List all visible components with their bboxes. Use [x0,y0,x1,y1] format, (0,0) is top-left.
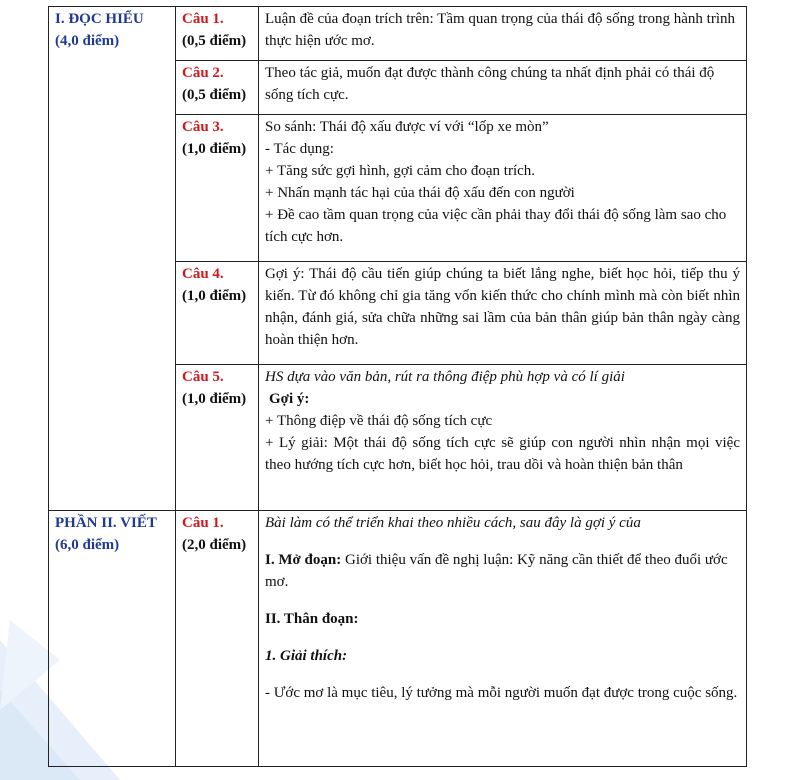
section-title: PHẦN II. VIẾT [55,515,157,531]
table-row [49,7,747,61]
question-cell [176,115,259,262]
question-label: Câu 4. [182,266,224,282]
question-points: (0,5 điểm) [182,33,247,49]
section-cell-writing [49,511,176,767]
essay-explain-text: - Ước mơ là mục tiêu, lý tưởng mà mỗi người muốn đạt được trong cuộc sống. [265,685,738,701]
answer-cell [259,61,747,115]
essay-intro: Bài làm có thể triển khai theo nhiều cách, sau đây là gợi ý của [265,515,641,531]
essay-opening-label: I. Mở đoạn: [265,552,342,568]
section-title: I. ĐỌC HIỂU [55,11,144,27]
answer-cell [259,7,747,61]
question-points: (1,0 điểm) [182,288,247,304]
question-cell [176,262,259,365]
answer-line: So sánh: Thái độ xấu được ví với “lốp xe mòn” [265,119,549,135]
answer-line: + Đề cao tầm quan trọng của việc cần phải thay đổi thái độ sống làm sao cho tích cực hơn. [265,207,727,245]
answer-line: + Lý giải: Một thái độ sống tích cực sẽ giúp con người nhìn nhận mọi việc theo hướng tích cực hơn, biết học hỏi, trau dồi và hoàn thiện bản thân [265,435,740,473]
answer-line: - Tác dụng: [265,141,334,157]
hint-label: Gợi ý: [269,391,310,407]
essay-opening-text: Giới thiệu vấn đề nghị luận: Kỹ năng cần thiết để theo đuổi ước mơ. [265,552,728,590]
question-label: Câu 2. [182,65,224,81]
question-label: Câu 1. [182,515,224,531]
table-row [49,511,747,767]
answer-cell [259,365,747,511]
answer-line: + Nhấn mạnh tác hại của thái độ xấu đến con người [265,185,575,201]
essay-opening [265,549,740,593]
answer-cell [259,511,747,767]
question-points: (1,0 điểm) [182,391,247,407]
question-cell [176,511,259,767]
question-points: (0,5 điểm) [182,87,247,103]
answer-line: + Tăng sức gợi hình, gợi cảm cho đoạn trích. [265,163,536,179]
answer-cell [259,262,747,365]
question-cell [176,7,259,61]
answer-text: Gợi ý: Thái độ cầu tiến giúp chúng ta biết lắng nghe, biết học hỏi, tiếp thu ý kiến. Từ đó không chỉ gia tăng vốn kiến thức cho chính mình mà còn biết nhìn nhận, đánh giá, sửa chữa những sai lầm của bản thân giúp bản thân ngày càng hoàn thiện hơn. [265,266,740,348]
answer-cell [259,115,747,262]
question-cell [176,61,259,115]
question-label: Câu 1. [182,11,224,27]
question-cell [176,365,259,511]
section-points: (4,0 điểm) [55,33,120,49]
section-points: (6,0 điểm) [55,537,120,553]
essay-body-label: II. Thân đoạn: [265,611,359,627]
question-label: Câu 3. [182,119,224,135]
section-cell-reading [49,7,176,511]
answer-key-table [48,6,747,767]
question-points: (2,0 điểm) [182,537,247,553]
answer-instruction: HS dựa vào văn bản, rút ra thông điệp phù hợp và có lí giải [265,369,625,385]
answer-text: Theo tác giả, muốn đạt được thành công chúng ta nhất định phải có thái độ sống tích cực. [265,65,715,103]
question-points: (1,0 điểm) [182,141,247,157]
question-label: Câu 5. [182,369,224,385]
answer-text: Luận đề của đoạn trích trên: Tầm quan trọng của thái độ sống trong hành trình thực hiện ước mơ. [265,11,736,49]
essay-explain-label: 1. Giải thích: [265,648,348,664]
answer-line: + Thông điệp về thái độ sống tích cực [265,413,493,429]
